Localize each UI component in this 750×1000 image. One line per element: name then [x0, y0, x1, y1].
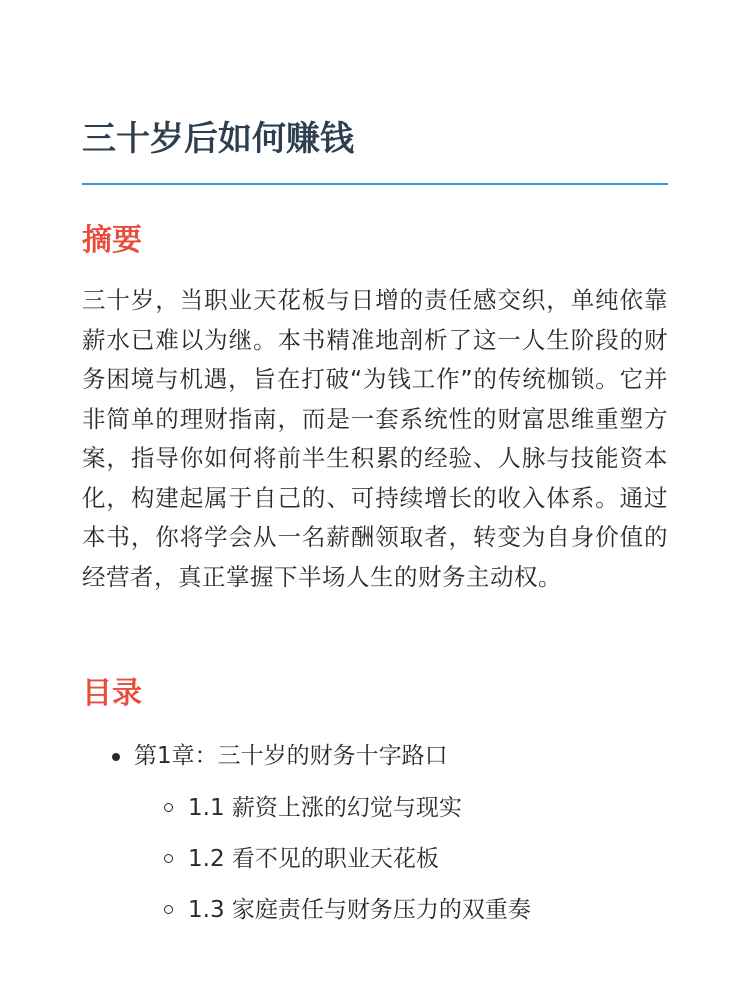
abstract-paragraph: 三十岁，当职业天花板与日增的责任感交织，单纯依靠薪水已难以为继。本书精准地剖析了这一人生阶段的财务困境与机遇，旨在打破“为钱工作”的传统枷锁。它并非简单的理财指南，而是一套系统性的财富思维重塑方案，指导你如何将前半生积累的经验、人脉与技能资本化，构建起属于自己的、可持续增长的收入体系。通过本书，你将学会从一名薪酬领取者，转变为自身价值的经营者，真正掌握下半场人生的财务主动权。	[82, 286, 668, 591]
bullet-circle-icon	[164, 803, 173, 812]
toc-chapter-1	[82, 738, 668, 928]
section-label: 1.2 看不见的职业天花板	[188, 846, 439, 872]
bullet-circle-icon	[164, 854, 173, 863]
section-label: 1.1 薪资上涨的幻觉与现实	[188, 795, 462, 821]
abstract-heading: 摘要	[82, 223, 142, 258]
book-title: 三十岁后如何赚钱	[82, 119, 354, 159]
title-divider	[82, 183, 668, 185]
bullet-disc-icon	[112, 753, 120, 761]
toc-heading: 目录	[82, 676, 142, 711]
toc-section-1-3	[134, 892, 668, 928]
section-label: 1.3 家庭责任与财务压力的双重奏	[188, 897, 531, 923]
toc-section-1-1	[134, 790, 668, 826]
bullet-circle-icon	[164, 905, 173, 914]
toc-section-1-2	[134, 841, 668, 877]
chapter-1-sections	[134, 790, 668, 928]
chapter-label: 第1章：三十岁的财务十字路口	[134, 743, 448, 769]
table-of-contents	[82, 738, 668, 943]
